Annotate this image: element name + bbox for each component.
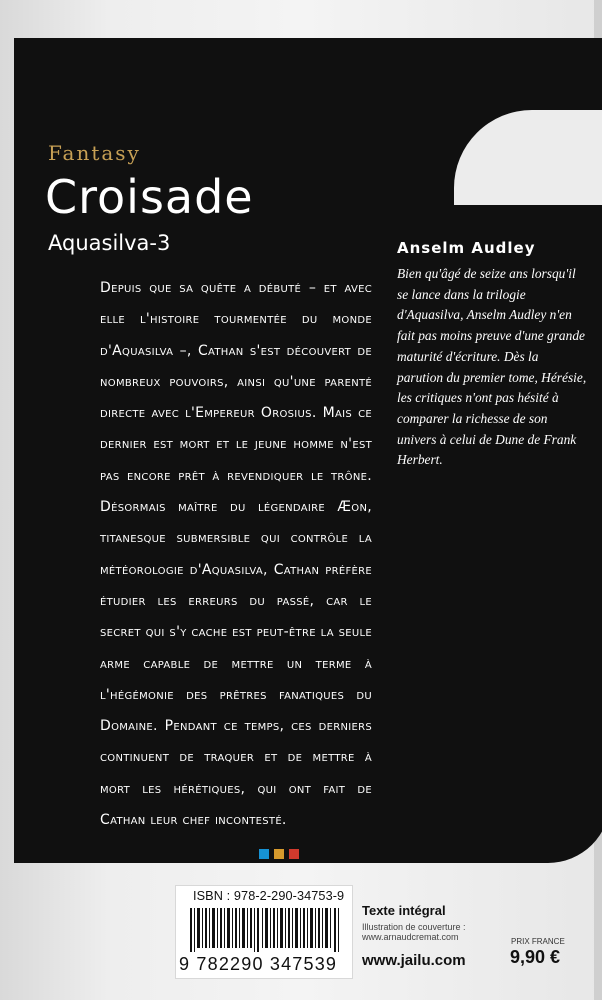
red-dot-icon — [289, 849, 299, 859]
illustration-credit: Illustration de couverture : www.arnaudcremat.com — [362, 922, 466, 942]
book-title: Croisade — [45, 170, 254, 224]
edition-label: Texte intégral — [362, 903, 446, 918]
author-biography: Bien qu'âgé de seize ans lorsqu'il se lance dans la trilogie d'Aquasilva, Anselm Audley n'en fait pas moins preuve d'une grande maturité d'écriture. Dès la parution du premier tome, Hérésie, les critiques n'ont pas hésité à comparer la richesse de son univers à celui de Dune de Frank Herbert. — [397, 266, 587, 468]
publisher-website-link[interactable]: www.jailu.com — [362, 952, 466, 969]
author-name: Anselm Audley — [397, 239, 536, 257]
book-description: Depuis que sa quête a débuté – et avec elle l'histoire tourmentée du monde d'Aquasilva –, Cathan s'est découvert de nombreux pouvoirs, ainsi qu'une parenté directe avec l'Empereur Orosius. Mais ce dernier est mort et le jeune homme n'est pas encore prêt à revendiquer le trône. Désormais maître du légendaire Æon, titanesque submersible qui contrôle la météorologie d'Aquasilva, Cathan préfère étudier les erreurs du passé, car le secret qui s'y cache est peut-être la seule arme capable de mettre un terme à l'hégémonie des prêtres fanatiques du Domaine. Pendant ce temps, ces derniers continuent de traquer et de mettre à mort les hérétiques, qui ont fait de Cathan leur chef incontesté. — [100, 280, 372, 829]
barcode-icon — [190, 908, 342, 952]
price-label: PRIX FRANCE — [511, 937, 565, 946]
series-subtitle: Aquasilva-3 — [48, 231, 171, 255]
gold-dot-icon — [274, 849, 284, 859]
barcode-number: 9 782290 347539 — [179, 954, 338, 974]
blue-dot-icon — [259, 849, 269, 859]
isbn-label: ISBN : 978-2-290-34753-9 — [193, 889, 345, 903]
decorative-dots — [259, 849, 299, 859]
price: 9,90 € — [510, 947, 561, 967]
genre-label: Fantasy — [48, 141, 141, 165]
